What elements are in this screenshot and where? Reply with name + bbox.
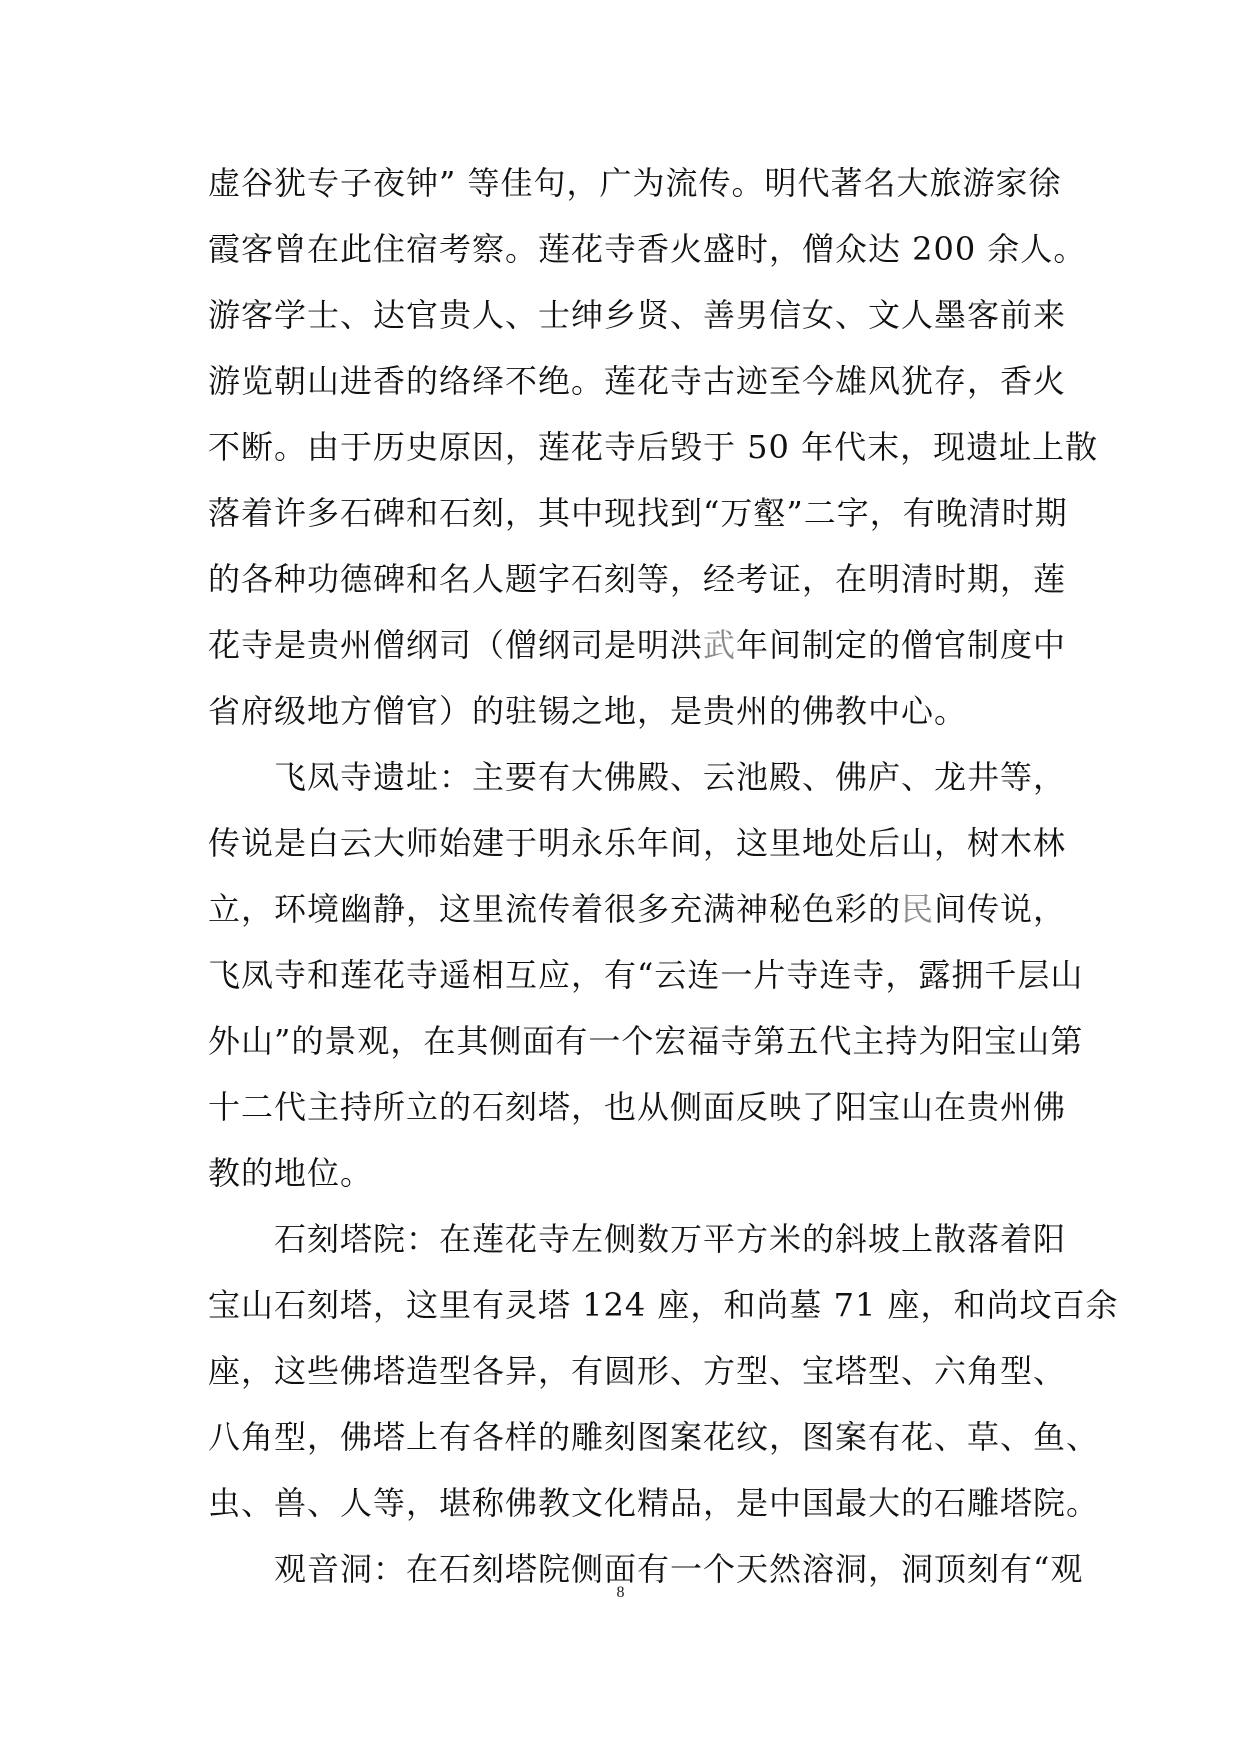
text-line: 游览朝山进香的络绎不绝。莲花寺古迹至今雄风犹存，香火 xyxy=(208,362,1067,400)
text-line xyxy=(208,876,1088,942)
text-line: 飞凤寺和莲花寺遥相互应，有“云连一片寺连寺，露拥千层山 xyxy=(208,956,1084,994)
paragraph-first-line: 石刻塔院：在莲花寺左侧数万平方米的斜坡上散落着阳 xyxy=(274,1220,1067,1258)
text-line: 十二代主持所立的石刻塔，也从侧面反映了阳宝山在贵州佛 xyxy=(208,1088,1067,1126)
faded-character: 民 xyxy=(901,890,935,928)
text-line: 的各种功德碑和名人题字石刻等，经考证，在明清时期，莲 xyxy=(208,560,1067,598)
text-run: 间传说， xyxy=(934,890,1067,928)
body-text xyxy=(208,150,1119,1602)
text-line: 外山”的景观，在其侧面有一个宏福寺第五代主持为阳宝山第 xyxy=(208,1022,1084,1060)
paragraph-first-line: 飞凤寺遗址：主要有大佛殿、云池殿、佛庐、龙井等， xyxy=(274,758,1067,796)
text-run: 花寺是贵州僧纲司（僧纲司是明洪 xyxy=(208,626,704,664)
faded-character: 武 xyxy=(703,626,737,664)
text-run: 立，环境幽静，这里流传着很多充满神秘色彩的 xyxy=(208,890,902,928)
text-line: 霞客曾在此住宿考察。莲花寺香火盛时，僧众达 200 余人。 xyxy=(208,230,1087,268)
page-number: 8 xyxy=(616,1584,625,1601)
text-run: 年间制定的僧官制度中 xyxy=(736,626,1067,664)
text-line: 宝山石刻塔，这里有灵塔 124 座，和尚墓 71 座，和尚坟百余 xyxy=(208,1286,1119,1324)
paragraph-first-line: 观音洞：在石刻塔院侧面有一个天然溶洞，洞顶刻有“观 xyxy=(274,1550,1084,1588)
text-line: 传说是白云大师始建于明永乐年间，这里地处后山，树木林 xyxy=(208,824,1067,862)
text-line: 虚谷犹专子夜钟” 等佳句，广为流传。明代著名大旅游家徐 xyxy=(208,164,1062,202)
text-line: 教的地位。 xyxy=(208,1154,374,1192)
text-line: 省府级地方僧官）的驻锡之地，是贵州的佛教中心。 xyxy=(208,692,968,730)
text-line: 虫、兽、人等，堪称佛教文化精品，是中国最大的石雕塔院。 xyxy=(208,1484,1100,1522)
text-line: 游客学士、达官贵人、士绅乡贤、善男信女、文人墨客前来 xyxy=(208,296,1067,334)
text-line: 不断。由于历史原因，莲花寺后毁于 50 年代末，现遗址上散 xyxy=(208,428,1099,466)
text-line xyxy=(208,612,1088,678)
text-line: 八角型，佛塔上有各样的雕刻图案花纹，图案有花、草、鱼、 xyxy=(208,1418,1100,1456)
text-line: 落着许多石碑和石刻，其中现找到“万壑”二字，有晚清时期 xyxy=(208,494,1068,532)
text-line: 座，这些佛塔造型各异，有圆形、方型、宝塔型、六角型、 xyxy=(208,1352,1067,1390)
